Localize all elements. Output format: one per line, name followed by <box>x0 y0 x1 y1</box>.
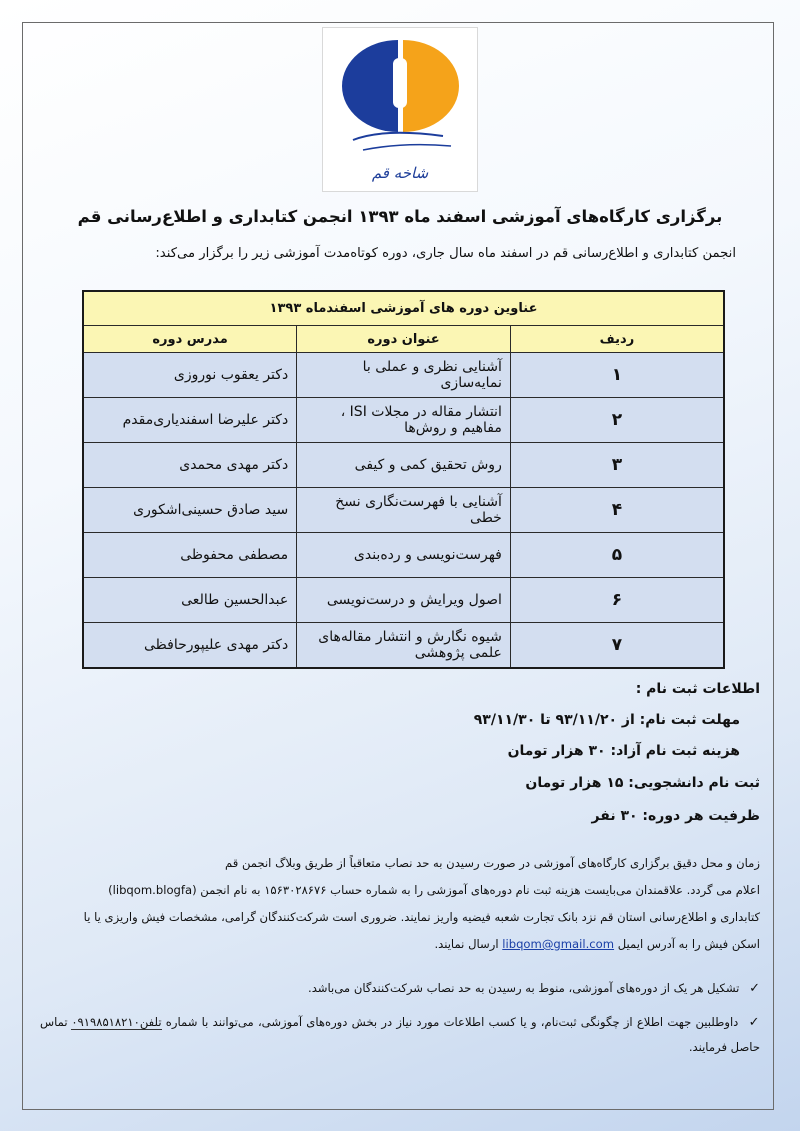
table-row <box>83 577 724 622</box>
table-row <box>83 353 724 398</box>
logo-caption: شاخه قم <box>371 164 429 182</box>
header-num: ردیف <box>510 326 724 353</box>
table-row <box>83 622 724 668</box>
bullet-text: تشکیل هر یک از دوره‌های آموزشی، منوط به رسیدن به حد نصاب شرکت‌کنندگان می‌باشد. <box>308 981 740 995</box>
page-title: برگزاری کارگاه‌های آموزشی اسفند ماه ۱۳۹۳ انجمن کتابداری و اطلاع‌رسانی قم <box>77 207 723 226</box>
row-num: ۷ <box>510 622 724 668</box>
logo-emblem <box>323 28 479 163</box>
row-num: ۳ <box>510 443 724 488</box>
row-num: ۴ <box>510 487 724 532</box>
notes-line-4 <box>40 931 760 958</box>
row-num: ۶ <box>510 577 724 622</box>
courses-table <box>82 290 725 669</box>
table-row <box>83 487 724 532</box>
registration-fee-free: هزینه ثبت نام آزاد: ۳۰ هزار تومان <box>507 743 740 759</box>
notes-line-4-end: ارسال نمایند. <box>434 937 499 951</box>
row-num: ۵ <box>510 532 724 577</box>
course-title: اصول ویرایش و درست‌نویسی <box>297 577 511 622</box>
registration-fee-student: ثبت نام دانشجویی: ۱۵ هزار تومان <box>525 775 760 791</box>
course-teacher: دکتر یعقوب نوروزی <box>83 353 297 398</box>
blog-address: (libqom.blogfa) <box>108 883 197 897</box>
course-teacher: دکتر علیرضا اسفندیاری‌مقدم <box>83 398 297 443</box>
course-teacher: عبدالحسین طالعی <box>83 577 297 622</box>
phone-number: تلفن۰۹۱۹۸۵۱۸۲۱۰ <box>71 1015 162 1029</box>
bullet-text: داوطلبین جهت اطلاع از چگونگی ثبت‌نام، و یا کسب اطلاعات مورد نیاز در بخش دوره‌های آموزشی، می‌توانند با شماره <box>165 1015 739 1029</box>
table-row <box>83 532 724 577</box>
course-teacher: مصطفی محفوظی <box>83 532 297 577</box>
header-title: عنوان دوره <box>297 326 511 353</box>
course-title: آشنایی نظری و عملی با نمایه‌سازی <box>297 353 511 398</box>
notes-line-2-text: اعلام می گردد. علاقمندان می‌بایست هزینه ثبت نام دوره‌های آموزشی را به شماره حساب ۱۵۶۳۰۲۸۶۷۶ به نام انجمن <box>200 883 760 897</box>
notes-line-1: زمان و محل دقیق برگزاری کارگاه‌های آموزشی در صورت رسیدن به حد نصاب متعاقباً از طریق وبلاگ انجمن قم <box>225 856 760 870</box>
table-row <box>83 443 724 488</box>
notes-line-2 <box>40 877 760 904</box>
logo <box>322 27 478 192</box>
course-title: آشنایی با فهرست‌نگاری نسخ خطی <box>297 487 511 532</box>
course-title: شیوه نگارش و انتشار مقاله‌های علمی پژوهشی <box>297 622 511 668</box>
bullet-text-end: تماس حاصل فرمایند. <box>40 1015 760 1054</box>
course-title: روش تحقیق کمی و کیفی <box>297 443 511 488</box>
notes-line-3: کتابداری و اطلاع‌رسانی استان قم نزد بانک تجارت شعبه فیضیه واریز نمایند. ضروری است شرکت‌کنندگان گرامی، مشخصات فیش واریزی یا یا <box>83 910 760 924</box>
course-teacher: سید صادق حسینی‌اشکوری <box>83 487 297 532</box>
registration-capacity: ظرفیت هر دوره: ۳۰ نفر <box>591 808 760 824</box>
notes-line-4-text: اسکن فیش را به آدرس ایمیل <box>617 937 760 951</box>
course-title: فهرست‌نویسی و رده‌بندی <box>297 532 511 577</box>
course-title: انتشار مقاله در مجلات ISI ، مفاهیم و روش‌ها <box>297 398 511 443</box>
table-caption: عناوین دوره های آموزشی اسفندماه ۱۳۹۳ <box>83 291 724 326</box>
course-teacher: دکتر مهدی محمدی <box>83 443 297 488</box>
row-num: ۱ <box>510 353 724 398</box>
row-num: ۲ <box>510 398 724 443</box>
course-teacher: دکتر مهدی علیپورحافظی <box>83 622 297 668</box>
header-teacher: مدرس دوره <box>83 326 297 353</box>
bullet-item <box>40 1010 760 1059</box>
notes-paragraph <box>40 850 760 958</box>
email-link[interactable]: libqom@gmail.com <box>502 937 615 951</box>
registration-heading: اطلاعات ثبت نام : <box>635 681 760 697</box>
checkmark-icon: ✓ <box>748 1015 760 1030</box>
checkmark-icon: ✓ <box>749 981 760 996</box>
table-row <box>83 398 724 443</box>
registration-deadline: مهلت ثبت نام: از ۹۳/۱۱/۲۰ تا ۹۳/۱۱/۳۰ <box>473 712 740 728</box>
intro-text: انجمن کتابداری و اطلاع‌رسانی قم در اسفند ماه سال جاری، دوره کوتاه‌مدت آموزشی زیر را برگزار می‌کند: <box>155 246 736 261</box>
bullet-item <box>40 976 760 1001</box>
